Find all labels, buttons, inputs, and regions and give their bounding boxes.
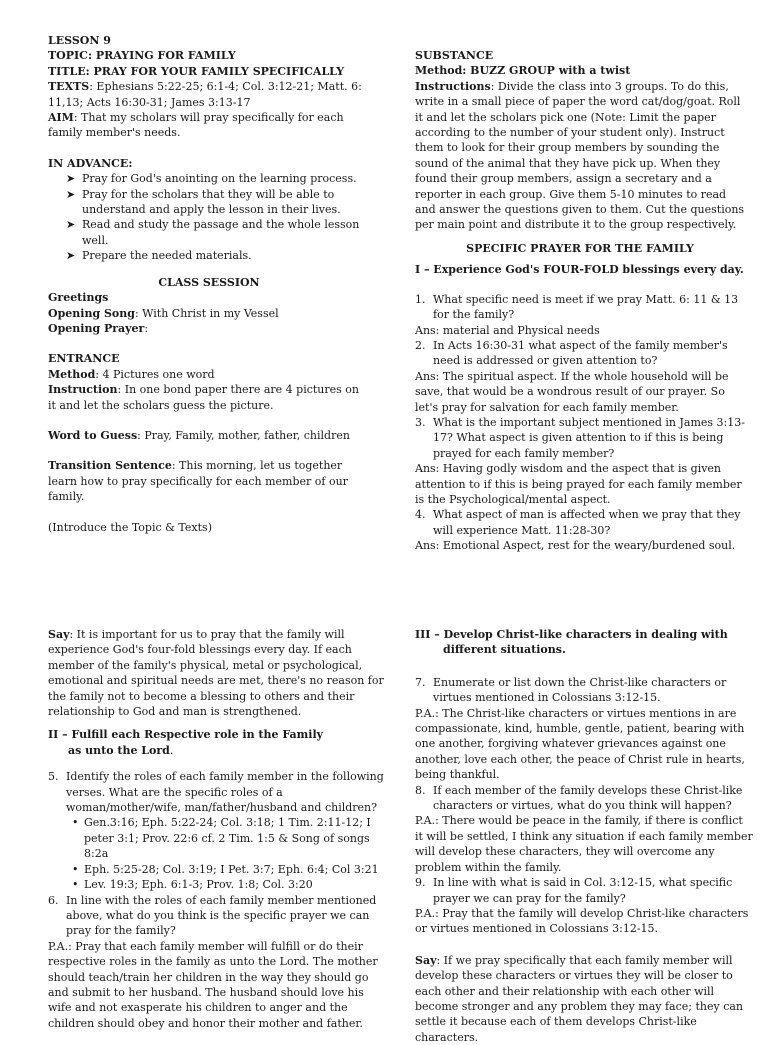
bullet-dot-icon: • xyxy=(72,816,79,830)
aim-value: : That my scholars will pray specifically for each family member's needs. xyxy=(48,111,344,140)
substance-column xyxy=(415,48,745,554)
possible-answer: P.A.: Pray that each family member will fulfill or do their respective roles in the family as unto the Lord. The mother should teach/train her children in the way they should go and submit to her husband. The husband should love his wife and not exasperate his children to anger and the children should obey and honor their mother and father. xyxy=(48,939,378,1030)
instructions-paragraph: Instructions: Divide the class into 3 groups. To do this, write in a small piece of paper the word cat/dog/goat. Roll it and let the scholars pick one (Note: Limit the paper according to the number of your student only). Instruct them to look for their group members by sounding the sound of the animal that they have pick up. When they found their group members, assign a secretary and a reporter in each group. Give them 5-10 minutes to read and answer the questions given to them. Cut the questions per main point and distribute it to the group respectively. xyxy=(415,79,745,232)
question-item: 8. If each member of the family develops these Christ-like characters or virtues, what do you think will happen? xyxy=(415,783,743,813)
verse-bullet: • Eph. 5:25-28; Col. 3:19; I Pet. 3:7; Eph. 6:4; Col 3:21 xyxy=(72,862,379,876)
possible-answer: P.A.: Pray that the family will develop Christ-like characters or virtues mentioned in Colossians 3:12-15. xyxy=(415,906,749,936)
question-item: 5. Identify the roles of each family member in the following verses. What are the specific roles of a woman/mother/wife, man/father/husband and children? xyxy=(48,770,384,815)
method-heading: Method: BUZZ GROUP with a twist xyxy=(415,64,631,78)
role-section-column xyxy=(48,627,386,1031)
arrow-bullet-icon: ➤ xyxy=(66,249,76,263)
question-item: 9. In line with what is said in Col. 3:12-15, what specific prayer we can pray for the family? xyxy=(415,876,733,905)
aim-line xyxy=(48,110,370,141)
possible-answer: P.A.: There would be peace in the family, if there is conflict it will be settled, I think any situation if each family member will develop these characters, they will overcome any problem within the family. xyxy=(415,814,753,874)
list-item: ➤ Prepare the needed materials. xyxy=(66,249,252,263)
answer-text: Ans: Emotional Aspect, rest for the weary/burdened soul. xyxy=(415,539,736,553)
opening-prayer-line: Opening Prayer: xyxy=(48,321,149,335)
instruction-line: Instruction: In one bond paper there are 4 pictures on it and let the scholars guess the picture. xyxy=(48,383,359,412)
verse-bullet: • Gen.3:16; Eph. 5:22-24; Col. 3:18; 1 Tim. 2:11-12; I peter 3:1; Prov. 22:6 cf. 2 Tim. 1:5 & Song of songs 8:2a xyxy=(72,816,371,861)
question-item: 7. Enumerate or list down the Christ-like characters or virtues mentioned in Colossians 3:12-15. xyxy=(415,675,727,705)
bullet-dot-icon: • xyxy=(72,878,79,892)
point-one-heading: I – Experience God's FOUR-FOLD blessings every day. xyxy=(415,263,744,277)
specific-prayer-heading: SPECIFIC PRAYER FOR THE FAMILY xyxy=(466,241,694,255)
lesson-number: LESSON 9 xyxy=(48,34,111,47)
substance-heading: SUBSTANCE xyxy=(415,49,494,62)
answer-text: Ans: material and Physical needs xyxy=(415,323,600,337)
question-item: 2. In Acts 16:30-31 what aspect of the family member's need is addressed or given attention to? xyxy=(415,338,728,368)
texts-line xyxy=(48,79,370,110)
bullet-dot-icon: • xyxy=(72,862,79,876)
question-item: 1. What specific need is meet if we pray Matt. 6: 11 & 13 for the family? xyxy=(415,292,739,322)
possible-answer: P.A.: The Christ-like characters or virtues mentions in are compassionate, kind, humble, gentle, patient, bearing with one another, forgiving whatever grievances against one another, love each other, the peace of Christ rule in hearts, being thankful. xyxy=(415,706,745,782)
say-paragraph: Say: It is important for us to pray that the family will experience God's four-fold blessings every day. If each member of the family's physical, metal or psychological, emotional and spiritual needs are met, there's no reason for the family not to become a blessing to others and their relationship to God and man is strengthened. xyxy=(48,628,384,719)
texts-label: TEXTS xyxy=(48,80,90,94)
question-item: 3. What is the important subject mentioned in James 3:13-17? What aspect is given attention to if this is being prayed for each family member? xyxy=(415,415,745,460)
question-item: 4. What aspect of man is affected when we pray that they will experience Matt. 11:28-30? xyxy=(415,508,741,537)
in-advance-list xyxy=(48,171,370,263)
greetings-label: Greetings xyxy=(48,291,109,305)
aim-label: AIM xyxy=(48,111,74,125)
answer-text: Ans: Having godly wisdom and the aspect that is given attention to if this is being prayed for each family member is the Psychological/mental aspect. xyxy=(415,462,742,506)
lesson-title: TITLE: PRAY FOR YOUR FAMILY SPECIFICALLY xyxy=(48,64,345,78)
transition-sentence-line: Transition Sentence: This morning, let us together learn how to pray specifically for each member of our family. xyxy=(48,459,348,504)
point-two-heading: II – Fulfill each Respective role in the Family as unto the Lord. xyxy=(48,728,324,757)
arrow-bullet-icon: ➤ xyxy=(66,172,76,186)
question-item: 6. In line with the roles of each family member mentioned above, what do you think is the specific prayer we can pray for the family? xyxy=(48,893,377,938)
lesson-topic: TOPIC: PRAYING FOR FAMILY xyxy=(48,49,236,63)
introduce-note: (Introduce the Topic & Texts) xyxy=(48,520,212,534)
method-line: Method: 4 Pictures one word xyxy=(48,367,215,381)
answer-text: Ans: The spiritual aspect. If the whole household will be save, that would be a wondrous result of our prayer. So let's pray for salvation for each family member. xyxy=(415,369,729,414)
verse-bullet: • Lev. 19:3; Eph. 6:1-3; Prov. 1:8; Col. 3:20 xyxy=(72,878,313,892)
character-section-column xyxy=(415,627,753,1045)
opening-song-line: Opening Song: With Christ in my Vessel xyxy=(48,306,279,320)
class-session-heading: CLASS SESSION xyxy=(158,275,260,289)
say-paragraph: Say: If we pray specifically that each family member will develop these characters or virtues they will be closer to each other and their relationship with each other will become stronger and any problem they may face; they can settle it because each of them develops Christ-like characters. xyxy=(415,953,744,1044)
entrance-heading: ENTRANCE xyxy=(48,352,120,366)
arrow-bullet-icon: ➤ xyxy=(66,218,76,232)
texts-value: : Ephesians 5:22-25; 6:1-4; Col. 3:12-21; Matt. 6: 11,13; Acts 16:30-31; James 3:13-17 xyxy=(48,80,362,109)
list-item: ➤ Read and study the passage and the whole lesson well. xyxy=(66,218,360,247)
lesson-header-column xyxy=(48,33,370,535)
word-to-guess-line: Word to Guess: Pray, Family, mother, father, children xyxy=(48,428,350,442)
list-item: ➤ Pray for the scholars that they will be able to understand and apply the lesson in their lives. xyxy=(66,187,341,217)
arrow-bullet-icon: ➤ xyxy=(66,187,76,201)
list-item: ➤ Pray for God's anointing on the learning process. xyxy=(66,172,357,186)
in-advance-heading: IN ADVANCE: xyxy=(48,156,133,170)
point-three-heading: III – Develop Christ-like characters in dealing with different situations. xyxy=(415,628,728,657)
